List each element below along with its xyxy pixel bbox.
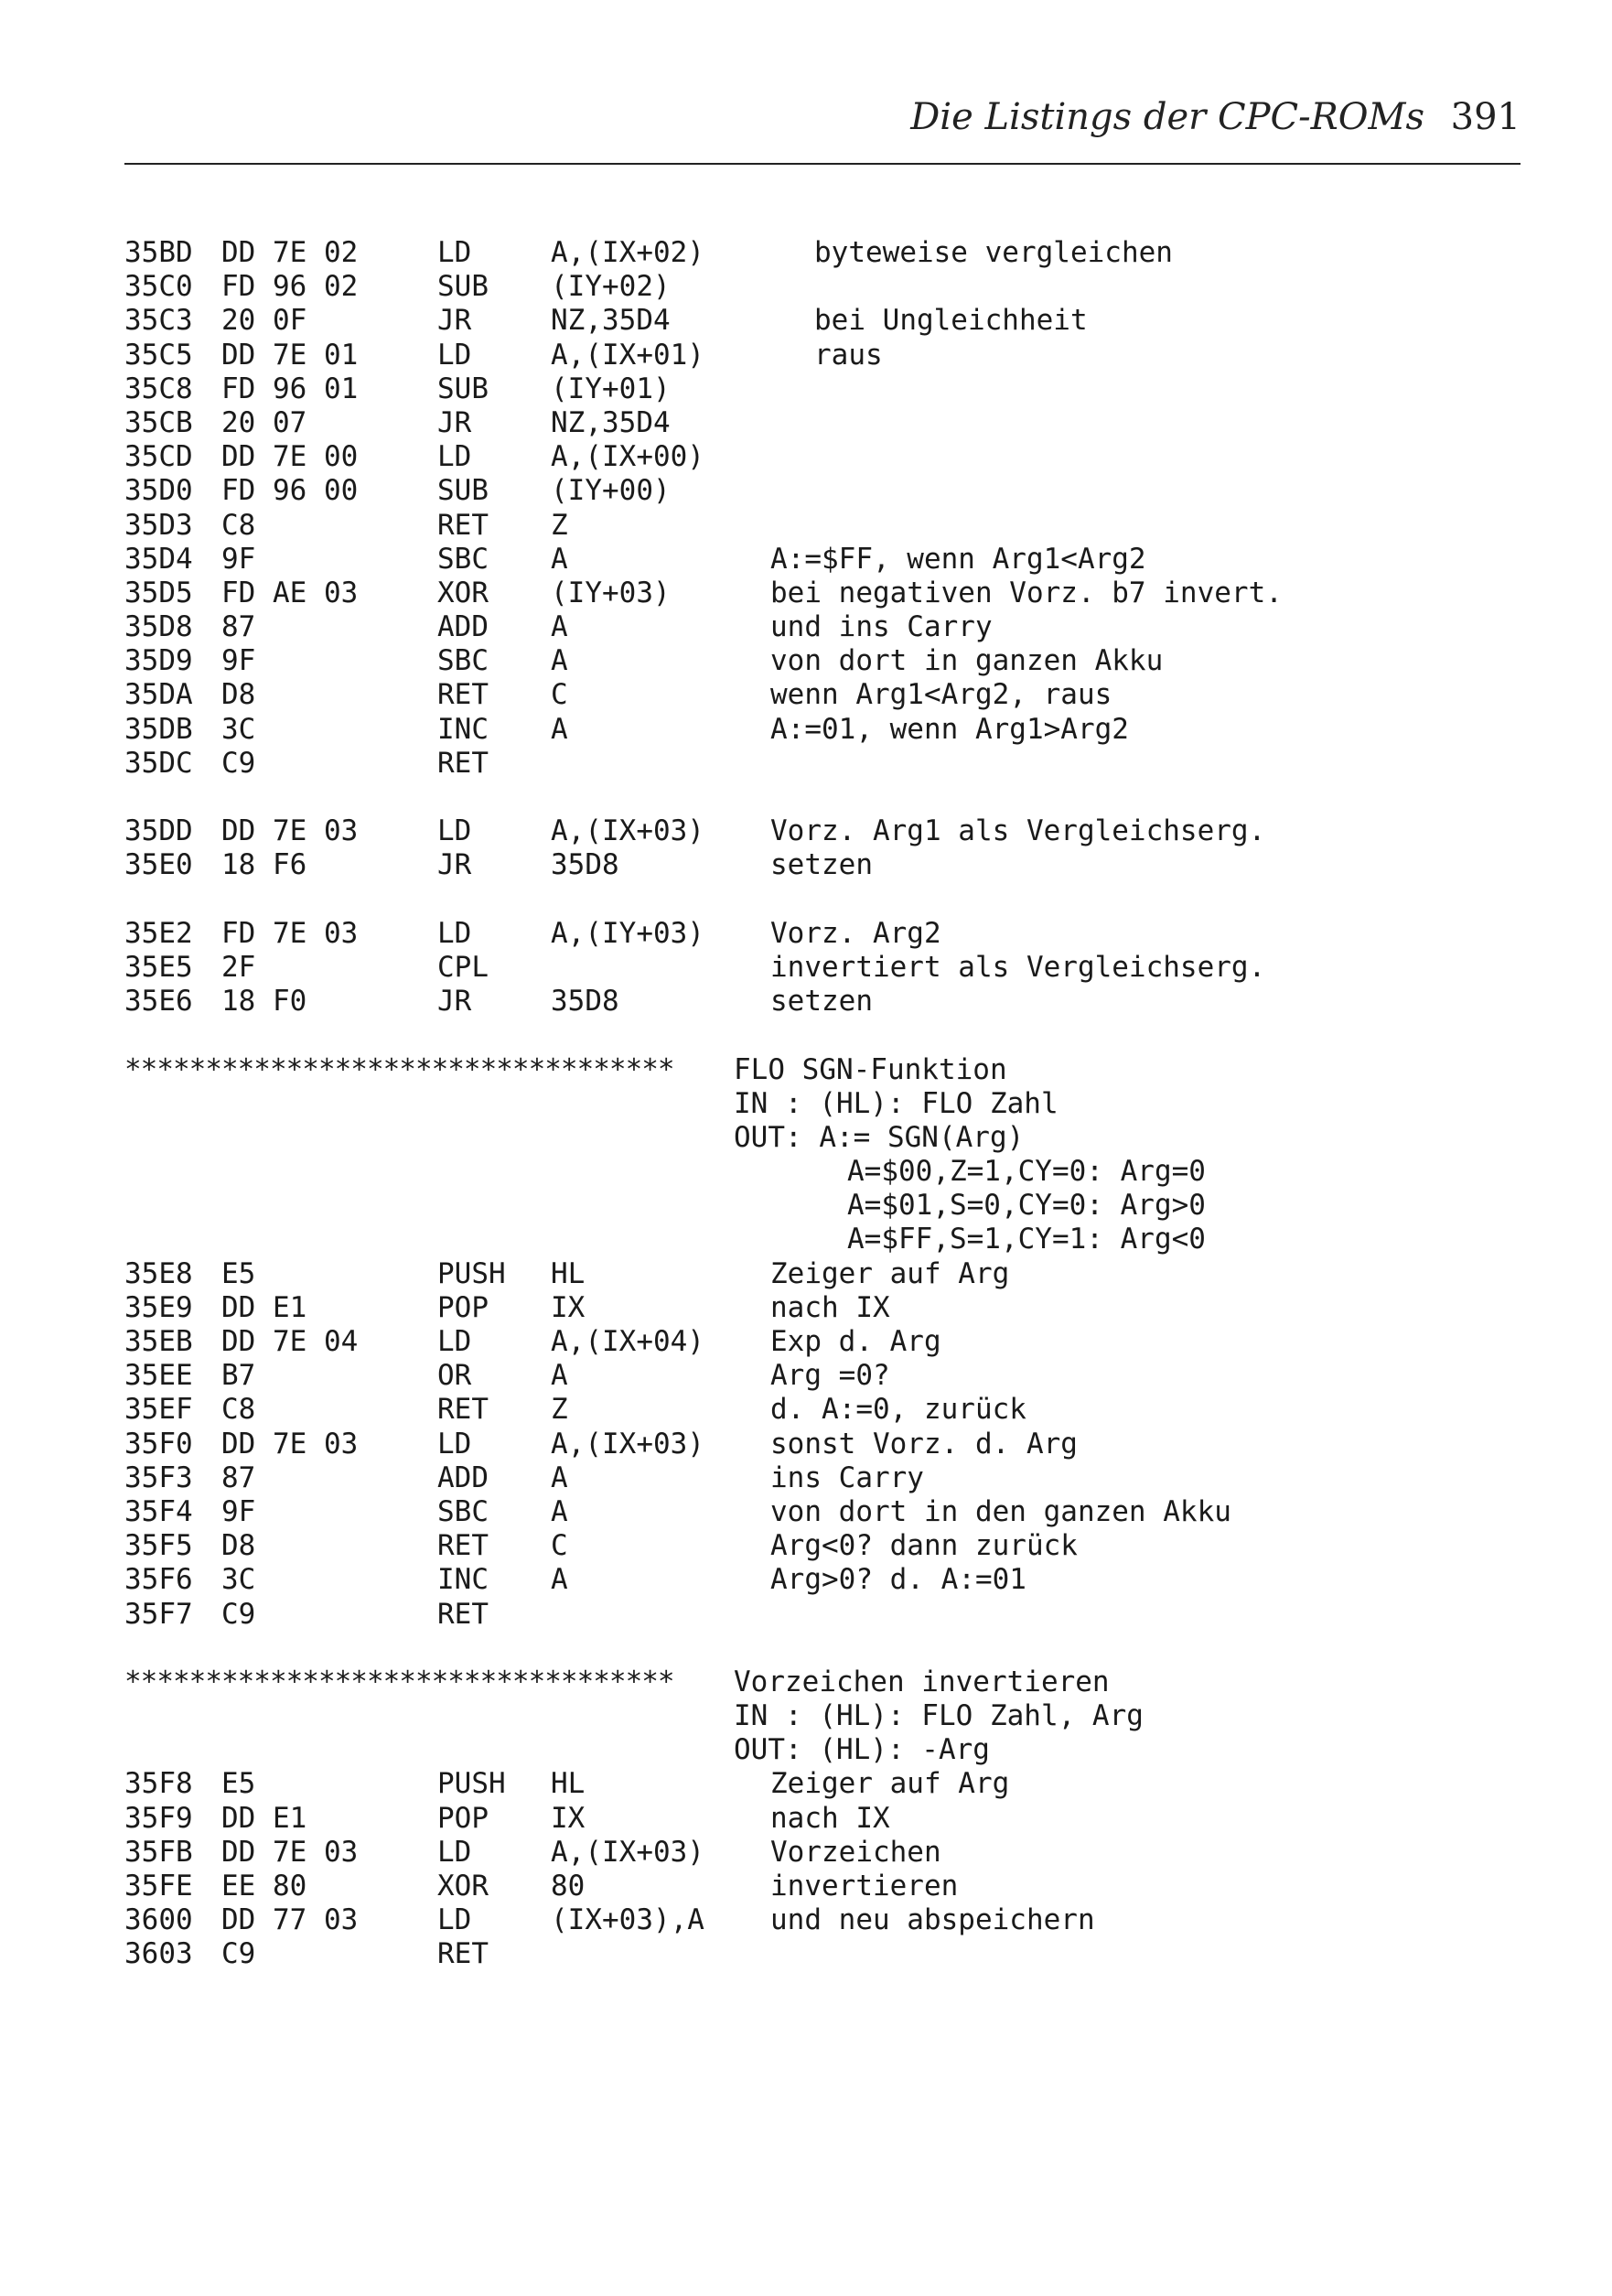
mnemonic: JR [437, 985, 472, 1019]
opcode-bytes: 9F [221, 644, 256, 678]
address: 35C8 [124, 372, 193, 405]
routine-header-line [124, 1121, 1533, 1155]
operand: NZ,35D4 [551, 405, 671, 439]
comment: Vorz. Arg2 [770, 916, 941, 950]
opcode-bytes: DD 7E 04 [221, 1325, 359, 1358]
mnemonic: JR [437, 848, 472, 882]
opcode-bytes: 20 07 [221, 405, 307, 439]
mnemonic: SUB [437, 474, 489, 508]
comment: Vorzeichen [770, 1835, 941, 1869]
address: 35FB [124, 1835, 193, 1869]
address: 35DC [124, 746, 193, 780]
mnemonic: CPL [437, 950, 489, 984]
comment: Vorz. Arg1 als Vergleichserg. [770, 814, 1266, 848]
opcode-bytes: DD 77 03 [221, 1903, 359, 1937]
code-line [124, 1461, 1533, 1495]
mnemonic: LD [437, 1325, 472, 1358]
operand: A [551, 1461, 568, 1494]
mnemonic: RET [437, 746, 489, 780]
code-line [124, 1836, 1533, 1870]
comment: Arg>0? d. A:=01 [770, 1563, 1026, 1597]
code-line [124, 1257, 1533, 1291]
code-line [124, 1767, 1533, 1801]
mnemonic: XOR [437, 576, 489, 609]
operand: A [551, 1359, 568, 1393]
opcode-bytes: FD 7E 03 [221, 916, 359, 950]
routine-header-text: IN : (HL): FLO Zahl [734, 1086, 1059, 1120]
comment: byteweise vergleichen [814, 236, 1173, 269]
operand: IX [551, 1801, 586, 1835]
code-line [124, 236, 1533, 270]
opcode-bytes: 9F [221, 542, 256, 576]
comment: invertieren [770, 1870, 959, 1903]
routine-header-text: OUT: (HL): -Arg [734, 1733, 990, 1767]
running-title: Die Listings der CPC-ROMs [910, 96, 1424, 138]
opcode-bytes: C9 [221, 1937, 256, 1971]
mnemonic: INC [437, 1563, 489, 1597]
operand: 35D8 [551, 985, 619, 1019]
address: 35E9 [124, 1290, 193, 1324]
code-line [124, 406, 1533, 440]
opcode-bytes: 87 [221, 1461, 256, 1494]
mnemonic: RET [437, 1597, 489, 1631]
operand: A [551, 644, 568, 678]
code-line [124, 644, 1533, 678]
opcode-bytes: C8 [221, 1393, 256, 1427]
comment: bei negativen Vorz. b7 invert. [770, 576, 1283, 609]
mnemonic: XOR [437, 1870, 489, 1903]
mnemonic: SBC [437, 1494, 489, 1528]
operand: A,(IX+03) [551, 814, 704, 848]
address: 35E5 [124, 950, 193, 984]
code-line [124, 678, 1533, 712]
operand: A,(IX+01) [551, 338, 704, 372]
comment: wenn Arg1<Arg2, raus [770, 678, 1112, 712]
comment: Zeiger auf Arg [770, 1767, 1010, 1801]
operand: 80 [551, 1870, 586, 1903]
code-line [124, 543, 1533, 577]
code-line [124, 1495, 1533, 1529]
comment: raus [814, 338, 883, 372]
comment: setzen [770, 848, 873, 882]
opcode-bytes: DD 7E 02 [221, 236, 359, 269]
code-line [124, 917, 1533, 951]
operand: 35D8 [551, 848, 619, 882]
routine-header-line [124, 1223, 1533, 1256]
operand: HL [551, 1256, 586, 1290]
operand: NZ,35D4 [551, 304, 671, 338]
mnemonic: LD [437, 440, 472, 474]
opcode-bytes: FD 96 00 [221, 474, 359, 508]
code-line [124, 509, 1533, 543]
code-line [124, 1529, 1533, 1563]
comment: A:=$FF, wenn Arg1<Arg2 [770, 542, 1146, 576]
opcode-bytes: E5 [221, 1767, 256, 1801]
code-line [124, 1359, 1533, 1393]
address: 35F4 [124, 1494, 193, 1528]
operand: C [551, 1529, 568, 1563]
address: 35E6 [124, 985, 193, 1019]
code-line [124, 577, 1533, 610]
address: 35DB [124, 712, 193, 746]
opcode-bytes: DD E1 [221, 1801, 307, 1835]
address: 35F7 [124, 1597, 193, 1631]
comment: nach IX [770, 1801, 890, 1835]
mnemonic: JR [437, 405, 472, 439]
mnemonic: RET [437, 1529, 489, 1563]
address: 3603 [124, 1937, 193, 1971]
code-line [124, 304, 1533, 338]
opcode-bytes: 18 F6 [221, 848, 307, 882]
address: 35EB [124, 1325, 193, 1358]
address: 35DD [124, 814, 193, 848]
routine-header-text: A=$FF,S=1,CY=1: Arg<0 [847, 1223, 1206, 1256]
blank-line [124, 781, 1533, 814]
address: 35E2 [124, 916, 193, 950]
comment: von dort in ganzen Akku [770, 644, 1164, 678]
operand: (IY+00) [551, 474, 671, 508]
code-line [124, 985, 1533, 1019]
mnemonic: PUSH [437, 1767, 506, 1801]
operand: (IY+02) [551, 270, 671, 304]
opcode-bytes: 20 0F [221, 304, 307, 338]
address: 35BD [124, 236, 193, 269]
operand: Z [551, 508, 568, 542]
opcode-bytes: 18 F0 [221, 985, 307, 1019]
header-rule [124, 163, 1521, 165]
operand: Z [551, 1393, 568, 1427]
operand: A [551, 610, 568, 644]
opcode-bytes: 3C [221, 1563, 256, 1597]
opcode-bytes: E5 [221, 1256, 256, 1290]
address: 35E8 [124, 1256, 193, 1290]
mnemonic: ADD [437, 610, 489, 644]
code-line [124, 474, 1533, 508]
opcode-bytes: C9 [221, 1597, 256, 1631]
operand: (IY+03) [551, 576, 671, 609]
mnemonic: POP [437, 1801, 489, 1835]
routine-header-text: FLO SGN-Funktion [734, 1052, 1007, 1086]
opcode-bytes: DD 7E 03 [221, 1835, 359, 1869]
operand: A,(IX+00) [551, 440, 704, 474]
opcode-bytes: 87 [221, 610, 256, 644]
page-number: 391 [1450, 96, 1521, 138]
routine-header-line [124, 1699, 1533, 1733]
code-line [124, 848, 1533, 882]
address: 35C0 [124, 270, 193, 304]
address: 35F8 [124, 1767, 193, 1801]
mnemonic: LD [437, 1427, 472, 1461]
mnemonic: JR [437, 304, 472, 338]
code-line [124, 1802, 1533, 1836]
mnemonic: SBC [437, 542, 489, 576]
operand: A [551, 1494, 568, 1528]
comment: bei Ungleichheit [814, 304, 1088, 338]
address: 35C5 [124, 338, 193, 372]
code-line [124, 713, 1533, 747]
code-line [124, 747, 1533, 781]
mnemonic: RET [437, 508, 489, 542]
mnemonic: RET [437, 1393, 489, 1427]
opcode-bytes: EE 80 [221, 1870, 307, 1903]
address: 35EE [124, 1359, 193, 1393]
opcode-bytes: DD 7E 03 [221, 814, 359, 848]
routine-header-text: A=$01,S=0,CY=0: Arg>0 [847, 1189, 1206, 1223]
address: 35C3 [124, 304, 193, 338]
address: 35D9 [124, 644, 193, 678]
address: 35D3 [124, 508, 193, 542]
mnemonic: ADD [437, 1461, 489, 1494]
operand: (IY+01) [551, 372, 671, 405]
mnemonic: LD [437, 814, 472, 848]
code-line [124, 372, 1533, 406]
separator-stars: ********************************** [124, 1665, 674, 1698]
code-line [124, 1870, 1533, 1903]
address: 35EF [124, 1393, 193, 1427]
blank-line [124, 1019, 1533, 1052]
comment: Arg =0? [770, 1359, 890, 1393]
address: 35D8 [124, 610, 193, 644]
operand: A,(IX+03) [551, 1835, 704, 1869]
opcode-bytes: D8 [221, 678, 256, 712]
code-line [124, 1393, 1533, 1427]
opcode-bytes: FD 96 01 [221, 372, 359, 405]
opcode-bytes: DD E1 [221, 1290, 307, 1324]
code-line [124, 270, 1533, 304]
mnemonic: OR [437, 1359, 472, 1393]
blank-line [124, 883, 1533, 917]
code-line [124, 610, 1533, 644]
operand: A,(IX+04) [551, 1325, 704, 1358]
operand: A,(IX+02) [551, 236, 704, 269]
comment: von dort in den ganzen Akku [770, 1494, 1231, 1528]
address: 35CB [124, 405, 193, 439]
mnemonic: RET [437, 678, 489, 712]
page-header [124, 96, 1521, 169]
address: 35F6 [124, 1563, 193, 1597]
operand: IX [551, 1290, 586, 1324]
comment: Exp d. Arg [770, 1325, 941, 1358]
opcode-bytes: DD 7E 00 [221, 440, 359, 474]
mnemonic: LD [437, 338, 472, 372]
address: 35F3 [124, 1461, 193, 1494]
comment: invertiert als Vergleichserg. [770, 950, 1266, 984]
separator-stars: ********************************** [124, 1052, 674, 1086]
address: 35D0 [124, 474, 193, 508]
code-line [124, 951, 1533, 985]
address: 3600 [124, 1903, 193, 1937]
operand: A [551, 712, 568, 746]
comment: und neu abspeichern [770, 1903, 1095, 1937]
code-line [124, 1291, 1533, 1325]
opcode-bytes: FD AE 03 [221, 576, 359, 609]
code-line [124, 1598, 1533, 1632]
routine-header-line [124, 1053, 1533, 1087]
code-line [124, 1325, 1533, 1359]
routine-header-line [124, 1733, 1533, 1767]
address: 35CD [124, 440, 193, 474]
mnemonic: LD [437, 1903, 472, 1937]
comment: und ins Carry [770, 610, 993, 644]
routine-header-line [124, 1155, 1533, 1189]
comment: setzen [770, 985, 873, 1019]
operand: C [551, 678, 568, 712]
operand: HL [551, 1767, 586, 1801]
code-line [124, 1937, 1533, 1971]
mnemonic: LD [437, 1835, 472, 1869]
code-line [124, 1428, 1533, 1461]
comment: Zeiger auf Arg [770, 1256, 1010, 1290]
address: 35D5 [124, 576, 193, 609]
routine-header-text: IN : (HL): FLO Zahl, Arg [734, 1699, 1144, 1733]
code-line [124, 339, 1533, 372]
assembly-listing [124, 236, 1533, 1972]
routine-header-text: A=$00,Z=1,CY=0: Arg=0 [847, 1155, 1206, 1189]
code-line [124, 1903, 1533, 1937]
mnemonic: SUB [437, 270, 489, 304]
opcode-bytes: 9F [221, 1494, 256, 1528]
code-line [124, 814, 1533, 848]
routine-header-line [124, 1665, 1533, 1699]
code-line [124, 1563, 1533, 1597]
opcode-bytes: DD 7E 01 [221, 338, 359, 372]
comment: d. A:=0, zurück [770, 1393, 1026, 1427]
blank-line [124, 1632, 1533, 1665]
routine-header-text: Vorzeichen invertieren [734, 1665, 1110, 1698]
address: 35DA [124, 678, 193, 712]
operand: A [551, 1563, 568, 1597]
comment: Arg<0? dann zurück [770, 1529, 1078, 1563]
opcode-bytes: DD 7E 03 [221, 1427, 359, 1461]
address: 35F5 [124, 1529, 193, 1563]
comment: nach IX [770, 1290, 890, 1324]
operand: A [551, 542, 568, 576]
opcode-bytes: B7 [221, 1359, 256, 1393]
mnemonic: LD [437, 236, 472, 269]
opcode-bytes: C9 [221, 746, 256, 780]
mnemonic: PUSH [437, 1256, 506, 1290]
opcode-bytes: 2F [221, 950, 256, 984]
operand: (IX+03),A [551, 1903, 704, 1937]
opcode-bytes: C8 [221, 508, 256, 542]
routine-header-text: OUT: A:= SGN(Arg) [734, 1120, 1025, 1154]
comment: sonst Vorz. d. Arg [770, 1427, 1078, 1461]
mnemonic: INC [437, 712, 489, 746]
opcode-bytes: FD 96 02 [221, 270, 359, 304]
mnemonic: LD [437, 916, 472, 950]
address: 35FE [124, 1870, 193, 1903]
address: 35E0 [124, 848, 193, 882]
operand: A,(IY+03) [551, 916, 704, 950]
routine-header-line [124, 1087, 1533, 1121]
address: 35F0 [124, 1427, 193, 1461]
mnemonic: SUB [437, 372, 489, 405]
opcode-bytes: 3C [221, 712, 256, 746]
code-line [124, 440, 1533, 474]
mnemonic: RET [437, 1937, 489, 1971]
address: 35F9 [124, 1801, 193, 1835]
address: 35D4 [124, 542, 193, 576]
opcode-bytes: D8 [221, 1529, 256, 1563]
mnemonic: SBC [437, 644, 489, 678]
routine-header-line [124, 1189, 1533, 1223]
operand: A,(IX+03) [551, 1427, 704, 1461]
comment: ins Carry [770, 1461, 924, 1494]
comment: A:=01, wenn Arg1>Arg2 [770, 712, 1129, 746]
mnemonic: POP [437, 1290, 489, 1324]
